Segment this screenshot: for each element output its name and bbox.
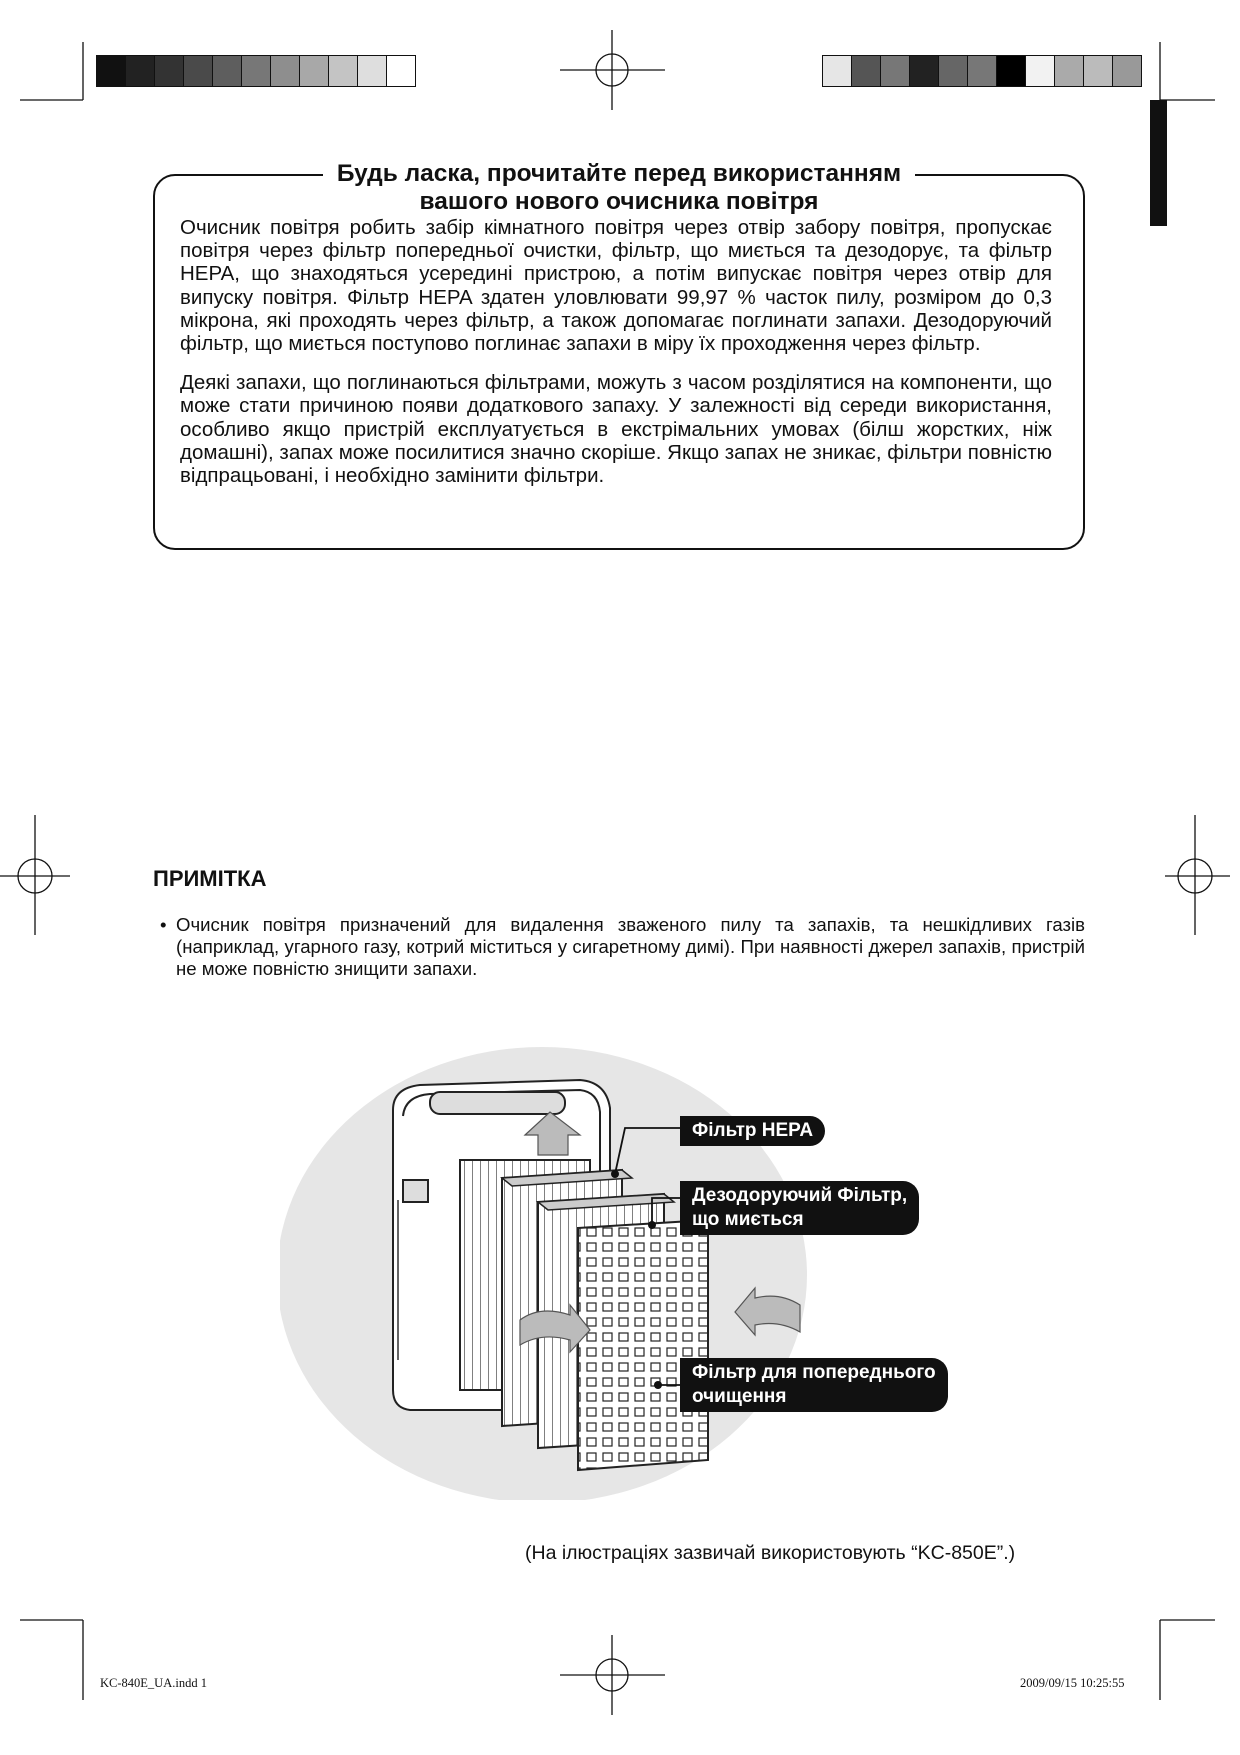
color-swatch bbox=[358, 56, 387, 86]
filter-diagram bbox=[280, 1030, 1080, 1500]
color-bar-left bbox=[96, 55, 416, 87]
purifier-illustration bbox=[280, 1030, 1080, 1500]
color-swatch bbox=[184, 56, 213, 86]
intro-title bbox=[153, 160, 1085, 216]
color-swatch bbox=[126, 56, 155, 86]
color-swatch bbox=[852, 56, 881, 86]
pre-filter bbox=[578, 1220, 708, 1470]
intro-title-line2: вашого нового очисника повітря bbox=[419, 188, 819, 215]
color-swatch bbox=[1113, 56, 1141, 86]
note-heading: ПРИМІТКА bbox=[153, 866, 267, 891]
color-swatch bbox=[968, 56, 997, 86]
label-pre-filter-line2: очищення bbox=[692, 1386, 787, 1407]
note-bullet-item bbox=[160, 914, 1085, 980]
color-swatch bbox=[329, 56, 358, 86]
footer-timestamp: 2009/09/15 10:25:55 bbox=[1020, 1676, 1125, 1690]
color-swatch bbox=[1026, 56, 1055, 86]
intro-title-line1: Будь ласка, прочитайте перед використанням bbox=[323, 160, 915, 187]
color-swatch bbox=[271, 56, 300, 86]
label-deodorizing-filter bbox=[680, 1181, 919, 1235]
label-deodorizing-line1: Дезодоруючий Фільтр, bbox=[692, 1185, 908, 1206]
color-swatch bbox=[387, 56, 415, 86]
color-swatch bbox=[1055, 56, 1084, 86]
note-text: Очисник повітря призначений для видалення зваженого пилу та запахів, та нешкідливих газів (наприклад, угарного газу, котрий міститься у сигаретному димі). При наявності джерел запахів, пристрій не може повністю знищити запахи. bbox=[176, 914, 1085, 979]
color-swatch bbox=[910, 56, 939, 86]
intro-text bbox=[180, 216, 1052, 503]
label-deodorizing-line2: що миється bbox=[692, 1209, 804, 1230]
color-swatch bbox=[213, 56, 242, 86]
label-pre-filter-line1: Фільтр для попереднього bbox=[692, 1362, 936, 1383]
color-swatch bbox=[823, 56, 852, 86]
color-swatch bbox=[939, 56, 968, 86]
color-swatch bbox=[1084, 56, 1113, 86]
illustration-caption: (На ілюстраціях зазвичай використовують “KC-850E”.) bbox=[525, 1542, 1016, 1564]
footer-file-name: KC-840E_UA.indd 1 bbox=[100, 1676, 207, 1690]
color-swatch bbox=[881, 56, 910, 86]
color-swatch bbox=[300, 56, 329, 86]
intro-paragraph-2: Деякі запахи, що поглинаються фільтрами, можуть з часом розділятися на компоненти, що може стати причиною появи додаткового запаху. У залежності від середи використання, особливо якщо пристрій експлуатується в екстрімальних умовах (білш жорстких, ніж домашні), запах може посилитися значно скоріше. Якщо запах не зникає, фільтри повністю відпрацьовані, і необхідно замінити фільтри. bbox=[180, 371, 1052, 488]
bullet-marker: • bbox=[160, 914, 167, 935]
label-pre-filter bbox=[680, 1358, 948, 1412]
color-bar-right bbox=[822, 55, 1142, 87]
color-swatch bbox=[97, 56, 126, 86]
color-swatch bbox=[242, 56, 271, 86]
color-swatch bbox=[155, 56, 184, 86]
color-swatch bbox=[997, 56, 1026, 86]
label-hepa-filter: Фільтр HEPA bbox=[680, 1116, 825, 1146]
intro-paragraph-1: Очисник повітря робить забір кімнатного повітря через отвір забору повітря, пропускає повітря через фільтр попередньої очистки, фільтр, що миється та дезодорує, та фільтр HEPA, що знаходяться усередині пристрою, а потім випускає повітря через отвір для випуску повітря. Фільтр HEPA здатен уловлювати 99,97 % часток пилу, розміром до 0,3 мікрона, які проходять через фільтр, а також допомагає поглинати запахи. Дезодоруючий фільтр, що миється поступово поглинає запахи в міру їх проходження через фільтр. bbox=[180, 216, 1052, 356]
